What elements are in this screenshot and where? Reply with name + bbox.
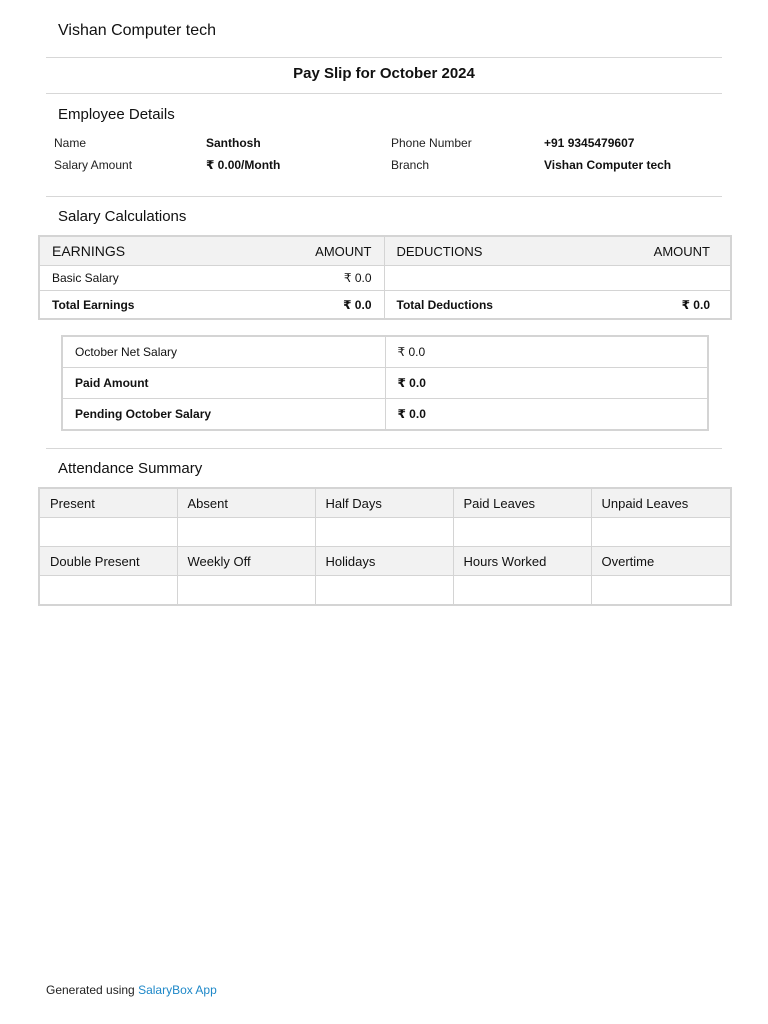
- double-present-value: [39, 576, 177, 606]
- branch-label: Branch: [391, 158, 430, 172]
- net-salary-label: October Net Salary: [62, 336, 385, 368]
- absent-header: Absent: [177, 488, 315, 518]
- holidays-header: Holidays: [315, 547, 453, 576]
- net-salary-table: [61, 335, 709, 431]
- pending-salary-label: Pending October Salary: [62, 399, 385, 431]
- paid-amount-label: Paid Amount: [62, 368, 385, 399]
- divider: [46, 57, 722, 58]
- deductions-amount-header: AMOUNT: [557, 236, 731, 266]
- total-deductions-label: Total Deductions: [384, 291, 557, 320]
- net-salary-value: ₹ 0.0: [385, 336, 708, 368]
- paid-leaves-header: Paid Leaves: [453, 488, 591, 518]
- salary-table: [38, 235, 732, 320]
- basic-salary-value: ₹ 0.0: [211, 266, 384, 291]
- pending-salary-value: ₹ 0.0: [385, 399, 708, 431]
- name-value: Santhosh: [206, 136, 261, 150]
- salary-amount-value: ₹ 0.00/Month: [206, 158, 281, 172]
- employee-details-heading: Employee Details: [58, 106, 175, 123]
- divider: [46, 93, 722, 94]
- unpaid-leaves-value: [591, 518, 731, 547]
- phone-label: Phone Number: [391, 136, 472, 150]
- attendance-table: [38, 487, 732, 606]
- attendance-summary-heading: Attendance Summary: [58, 460, 203, 477]
- name-label: Name: [54, 136, 87, 150]
- half-days-header: Half Days: [315, 488, 453, 518]
- hours-worked-value: [453, 576, 591, 606]
- holidays-value: [315, 576, 453, 606]
- salary-calculations-heading: Salary Calculations: [58, 208, 187, 225]
- footer: [46, 983, 217, 997]
- total-earnings-value: ₹ 0.0: [211, 291, 384, 320]
- overtime-header: Overtime: [591, 547, 731, 576]
- paid-leaves-value: [453, 518, 591, 547]
- present-value: [39, 518, 177, 547]
- weekly-off-value: [177, 576, 315, 606]
- phone-value: +91 9345479607: [544, 136, 635, 150]
- divider: [46, 448, 722, 449]
- payslip-title: Pay Slip for October 2024: [293, 65, 475, 82]
- salarybox-link[interactable]: SalaryBox App: [138, 983, 217, 997]
- hours-worked-header: Hours Worked: [453, 547, 591, 576]
- absent-value: [177, 518, 315, 547]
- total-deductions-value: ₹ 0.0: [557, 291, 731, 320]
- footer-prefix: Generated using: [46, 983, 139, 997]
- deductions-header: DEDUCTIONS: [384, 236, 557, 266]
- paid-amount-value: ₹ 0.0: [385, 368, 708, 399]
- unpaid-leaves-header: Unpaid Leaves: [591, 488, 731, 518]
- present-header: Present: [39, 488, 177, 518]
- earnings-header: EARNINGS: [39, 236, 211, 266]
- branch-value: Vishan Computer tech: [544, 158, 672, 172]
- basic-salary-label: Basic Salary: [39, 266, 211, 291]
- earnings-amount-header: AMOUNT: [211, 236, 384, 266]
- weekly-off-header: Weekly Off: [177, 547, 315, 576]
- overtime-value: [591, 576, 731, 606]
- total-earnings-label: Total Earnings: [39, 291, 211, 320]
- salary-amount-label: Salary Amount: [54, 158, 133, 172]
- half-days-value: [315, 518, 453, 547]
- divider: [46, 196, 722, 197]
- deductions-empty-cell: [384, 266, 731, 291]
- company-name: Vishan Computer tech: [58, 22, 217, 39]
- double-present-header: Double Present: [39, 547, 177, 576]
